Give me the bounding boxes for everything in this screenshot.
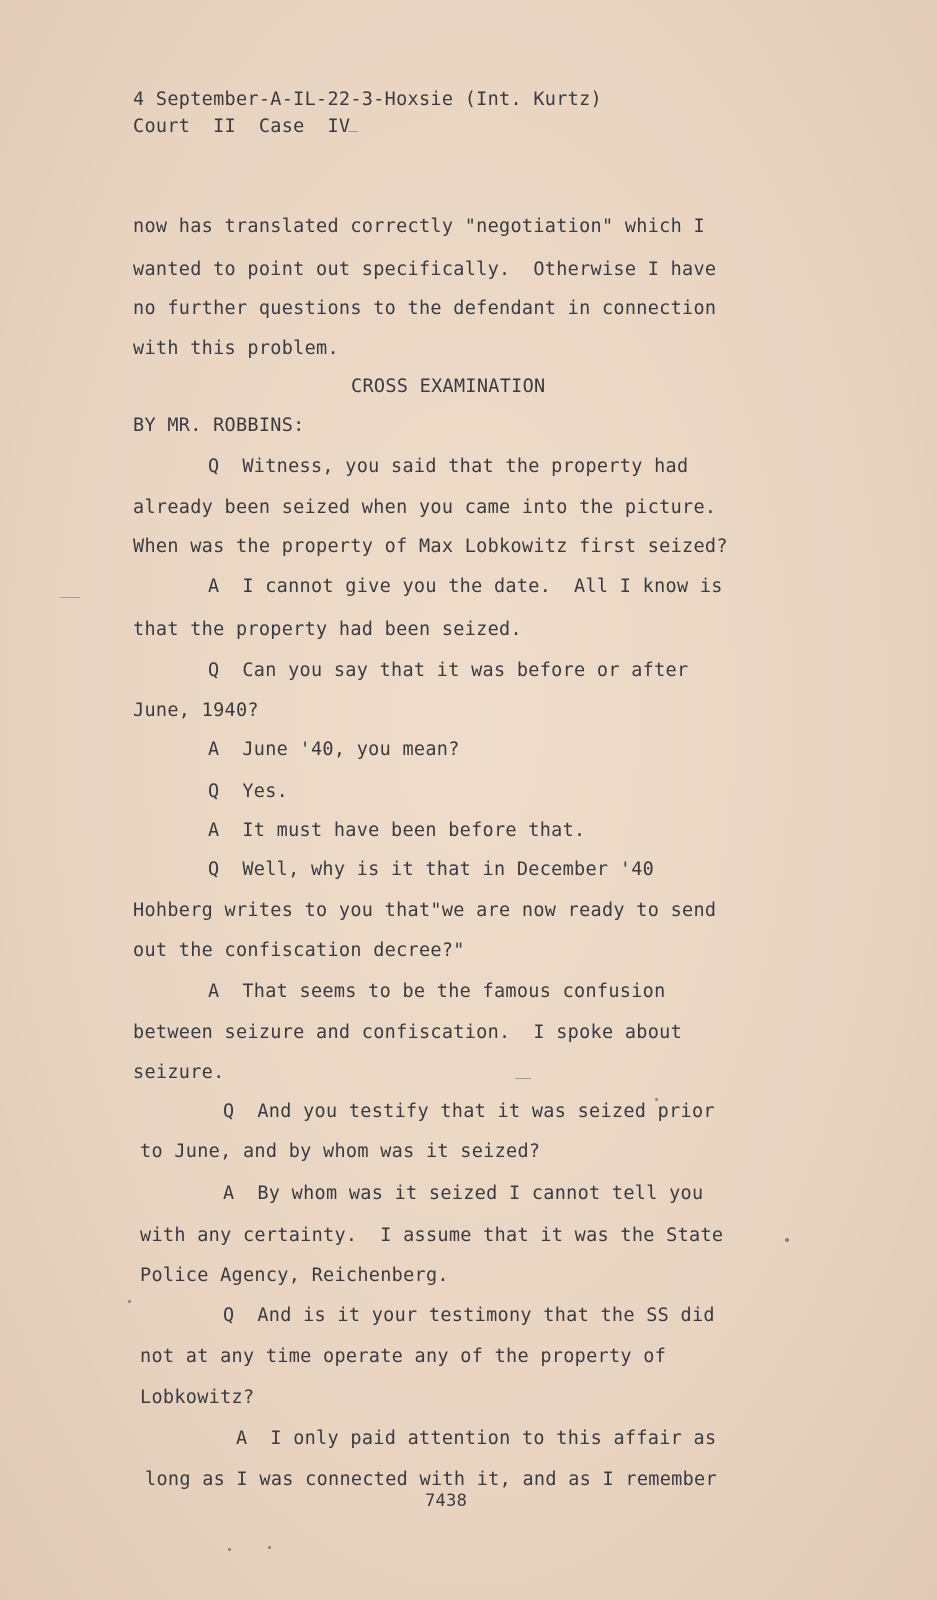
text-line: out the confiscation decree?" [133,940,465,961]
text-line: that the property had been seized. [133,619,522,640]
text-line: long as I was connected with it, and as I remember [145,1469,717,1490]
examiner-line: BY MR. ROBBINS: [133,415,305,436]
answer-line: A By whom was it seized I cannot tell you [223,1183,704,1204]
text-line: June, 1940? [133,700,259,721]
paper-mark [515,1078,531,1079]
text-line: with this problem. [133,338,339,359]
answer-line: A June '40, you mean? [208,739,460,760]
text-line: Hohberg writes to you that"we are now ready to send [133,900,717,921]
text-line: When was the property of Max Lobkowitz first seized? [133,536,728,557]
answer-line: A I only paid attention to this affair as [236,1428,717,1449]
answer-line: A It must have been before that. [208,820,586,841]
paper-mark [60,597,80,598]
text-line: between seizure and confiscation. I spoke about [133,1022,683,1043]
question-line: Q And you testify that it was seized prior [223,1101,715,1122]
text-line: now has translated correctly "negotiation" which I [133,216,705,237]
text-line: Police Agency, Reichenberg. [140,1265,449,1286]
answer-line: A I cannot give you the date. All I know is [208,576,723,597]
section-heading: CROSS EXAMINATION [351,376,546,397]
text-line: with any certainty. I assume that it was the State [140,1225,724,1246]
text-line: not at any time operate any of the property of [140,1346,667,1367]
header-line-1: 4 September-A-IL-22-3-Hoxsie (Int. Kurtz) [133,89,602,110]
question-line: Q Can you say that it was before or after [208,660,689,681]
question-line: Q Witness, you said that the property had [208,456,689,477]
paper-speck [228,1548,231,1551]
answer-line: A That seems to be the famous confusion [208,981,666,1002]
text-line: wanted to point out specifically. Otherwise I have [133,259,717,280]
question-line: Q And is it your testimony that the SS did [223,1305,715,1326]
header-line-2: Court II Case IV [133,116,351,137]
question-line: Q Well, why is it that in December '40 [208,859,655,880]
paper-speck [128,1300,131,1303]
page-number: 7438 [425,1491,468,1511]
text-line: seizure. [133,1062,225,1083]
paper-speck [268,1546,271,1549]
question-line: Q Yes. [208,781,289,802]
text-line: already been seized when you came into the picture. [133,497,717,518]
text-line: no further questions to the defendant in connection [133,298,717,319]
text-line: to June, and by whom was it seized? [140,1141,541,1162]
text-line: Lobkowitz? [140,1387,255,1408]
paper-speck [785,1238,789,1242]
